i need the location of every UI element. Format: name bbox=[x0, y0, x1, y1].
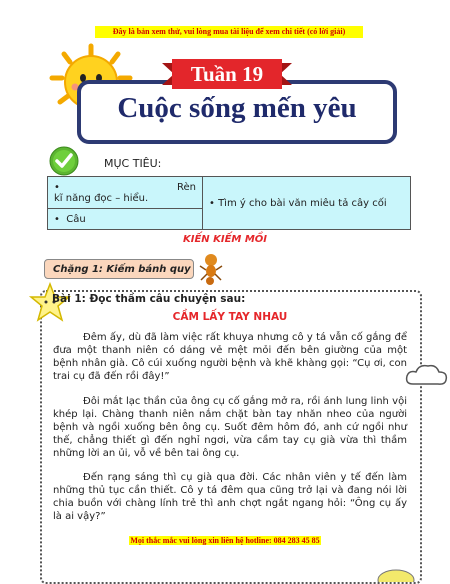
story-paragraph-1: Đêm ấy, dù đã làm việc rất khuya nhưng cô y tá vẫn cố gắng để đưa một thanh niên có dáng vẻ mệt mỏi đến bên giường của một bệnh nhân già. Cô cúi xuống người bệnh và khẽ khàng gọi: “Cụ ơi, con trai cụ đã đến rồi đây!” bbox=[53, 332, 407, 382]
exercise-label: Bài 1: Đọc thầm câu chuyện sau: bbox=[52, 293, 246, 305]
objective-2-text: Câu bbox=[66, 213, 86, 225]
section-heading: KIẾN KIẾM MỒI bbox=[182, 234, 268, 245]
story-title: CẦM LẤY TAY NHAU bbox=[172, 311, 288, 323]
leaf-icon bbox=[376, 566, 416, 582]
contact-line bbox=[0, 536, 450, 545]
check-icon bbox=[48, 146, 82, 176]
week-label: Tuần 19 bbox=[190, 62, 264, 86]
objectives-table bbox=[47, 176, 411, 230]
story-paragraph-2: Đôi mắt lạc thần của ông cụ cố gắng mở ra, rồi ánh lung linh vội khép lại. Chàng thanh niên nắm chặt bàn tay nhăn nheo của người bệnh và ngồi xuống bên ông cụ. Suốt đêm hôm đó, anh cứ ngồi như thế, chẳng thiết gì đến nghỉ ngơi, vừa cầm tay cụ già vừa thì thầm những lời an ủi, vỗ về bên tai ông cụ. bbox=[53, 396, 407, 459]
preview-notice: Đây là bản xem thử, vui lòng mua tài liệu để xem chi tiết (có lời giải) bbox=[95, 26, 363, 38]
lesson-title: Cuộc sống mến yêu bbox=[117, 92, 357, 124]
objective-right-text: Tìm ý cho bài văn miêu tả cây cối bbox=[218, 197, 387, 209]
objective-cell-1 bbox=[48, 177, 203, 209]
objective-1-text-rest: kĩ năng đọc – hiểu. bbox=[54, 192, 149, 204]
cloud-icon bbox=[403, 362, 450, 390]
objective-cell-right: • Tìm ý cho bài văn miêu tả cây cối bbox=[203, 177, 411, 230]
contact-text: Mọi thắc mắc vui lòng xin liên hệ hotline: 084 283 45 85 bbox=[130, 536, 320, 545]
story-paragraph-3: Đến rạng sáng thì cụ già qua đời. Các nhân viên y tế đến làm những thủ tục cần thiết. Cô y tá đêm qua cũng trở lại và đang nói lời chia buồn với chàng lính trẻ thì anh chợt ngắt ngang hỏi: “Ông cụ ấy là ai vậy?” bbox=[53, 472, 407, 522]
objectives-heading: MỤC TIÊU: bbox=[104, 157, 162, 170]
ant-icon bbox=[198, 252, 224, 286]
bullet: • bbox=[54, 181, 60, 193]
stage-label: Chặng 1: Kiếm bánh quy bbox=[44, 259, 194, 279]
objective-cell-2: • Câu bbox=[48, 209, 203, 230]
objective-1-text-start: Rèn bbox=[177, 181, 196, 193]
